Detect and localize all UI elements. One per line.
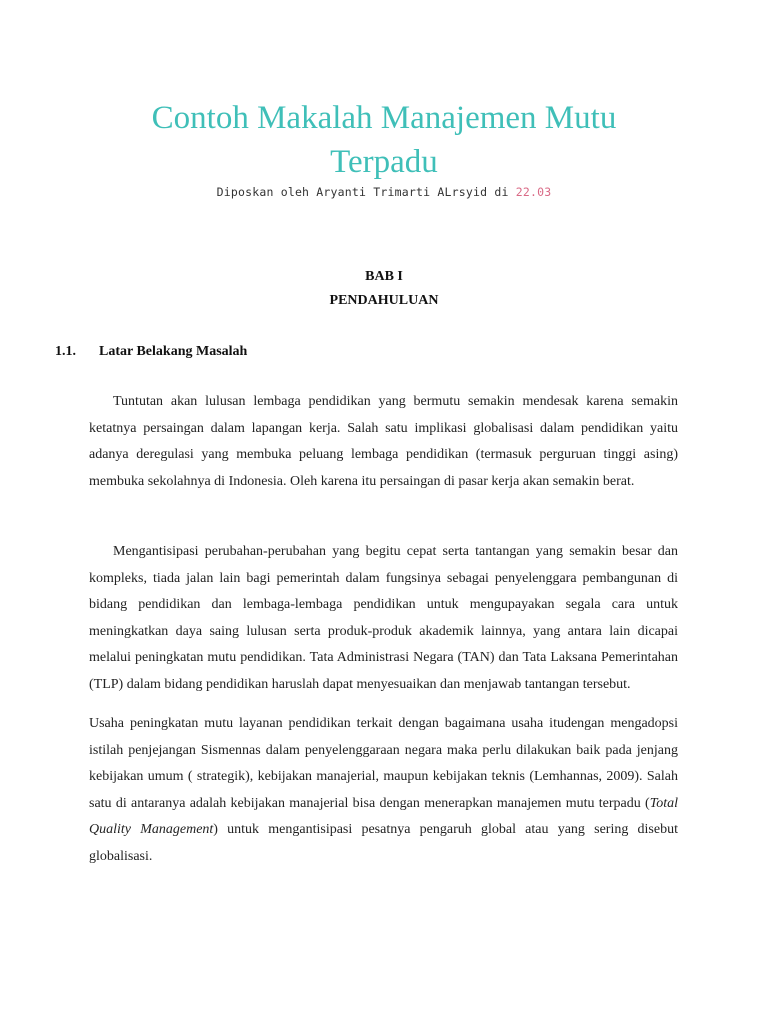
paragraph-1-text: Tuntutan akan lulusan lembaga pendidikan yang bermutu semakin mendesak karena semakin ketatnya persaingan dalam lapangan kerja. Salah satu implikasi globalisasi dalam pendidikan yaitu adanya deregulasi yang membuka peluang lembaga pendidikan (termasuk perguruan tinggi asing) membuka sekolahnya di Indonesia. Oleh karena itu persaingan di pasar kerja akan semakin berat. xyxy=(89,394,678,489)
paragraph-1 xyxy=(89,389,678,495)
section-number: 1.1. xyxy=(55,344,76,359)
section-title: Latar Belakang Masalah xyxy=(99,344,248,359)
post-byline xyxy=(0,185,768,199)
paragraph-3 xyxy=(89,711,678,870)
paragraph-3-text-a: Usaha peningkatan mutu layanan pendidikan terkait dengan bagaimana usaha itudengan mengadopsi istilah penjejangan Sismennas dalam penyelenggaraan negara maka perlu dilakukan baik pada jenjang kebijakan umum ( strategik), kebijakan manajerial, maupun kebijakan teknis (Lemhannas, 2009). Salah satu di antaranya adalah kebijakan manajerial bisa dengan menerapkan manajemen mutu terpadu ( xyxy=(89,716,678,811)
byline-author: Diposkan oleh Aryanti Trimarti ALrsyid di xyxy=(216,185,516,199)
post-time-link[interactable]: 22.03 xyxy=(515,185,552,199)
paragraph-3-italic: Total Quality Management xyxy=(89,795,678,837)
page-title: Contoh Makalah Manajemen Mutu Terpadu xyxy=(151,100,617,180)
section-heading xyxy=(55,344,247,360)
chapter-name: PENDAHULUAN xyxy=(329,293,439,308)
paragraph-2 xyxy=(89,539,678,698)
paragraph-3-text-b: ) untuk mengantisipasi pesatnya pengaruh global atau yang sering disebut globalisasi. xyxy=(89,822,678,864)
chapter-label: BAB I xyxy=(365,269,403,284)
paragraph-2-text: Mengantisipasi perubahan-perubahan yang begitu cepat serta tantangan yang semakin besar dan kompleks, tiada jalan lain bagi pemerintah dalam fungsinya sebagai penyelenggara pembangunan di bidang pendidikan dan lembaga-lembaga pendidikan untuk mengupayakan segala cara untuk meningkatkan daya saing lulusan serta produk-produk akademik lainnya, yang antara lain dicapai melalui peningkatan mutu pendidikan. Tata Administrasi Negara (TAN) dan Tata Laksana Pemerintahan (TLP) dalam bidang pendidikan haruslah dapat menyesuaikan dan menjawab tantangan tersebut. xyxy=(89,544,678,692)
